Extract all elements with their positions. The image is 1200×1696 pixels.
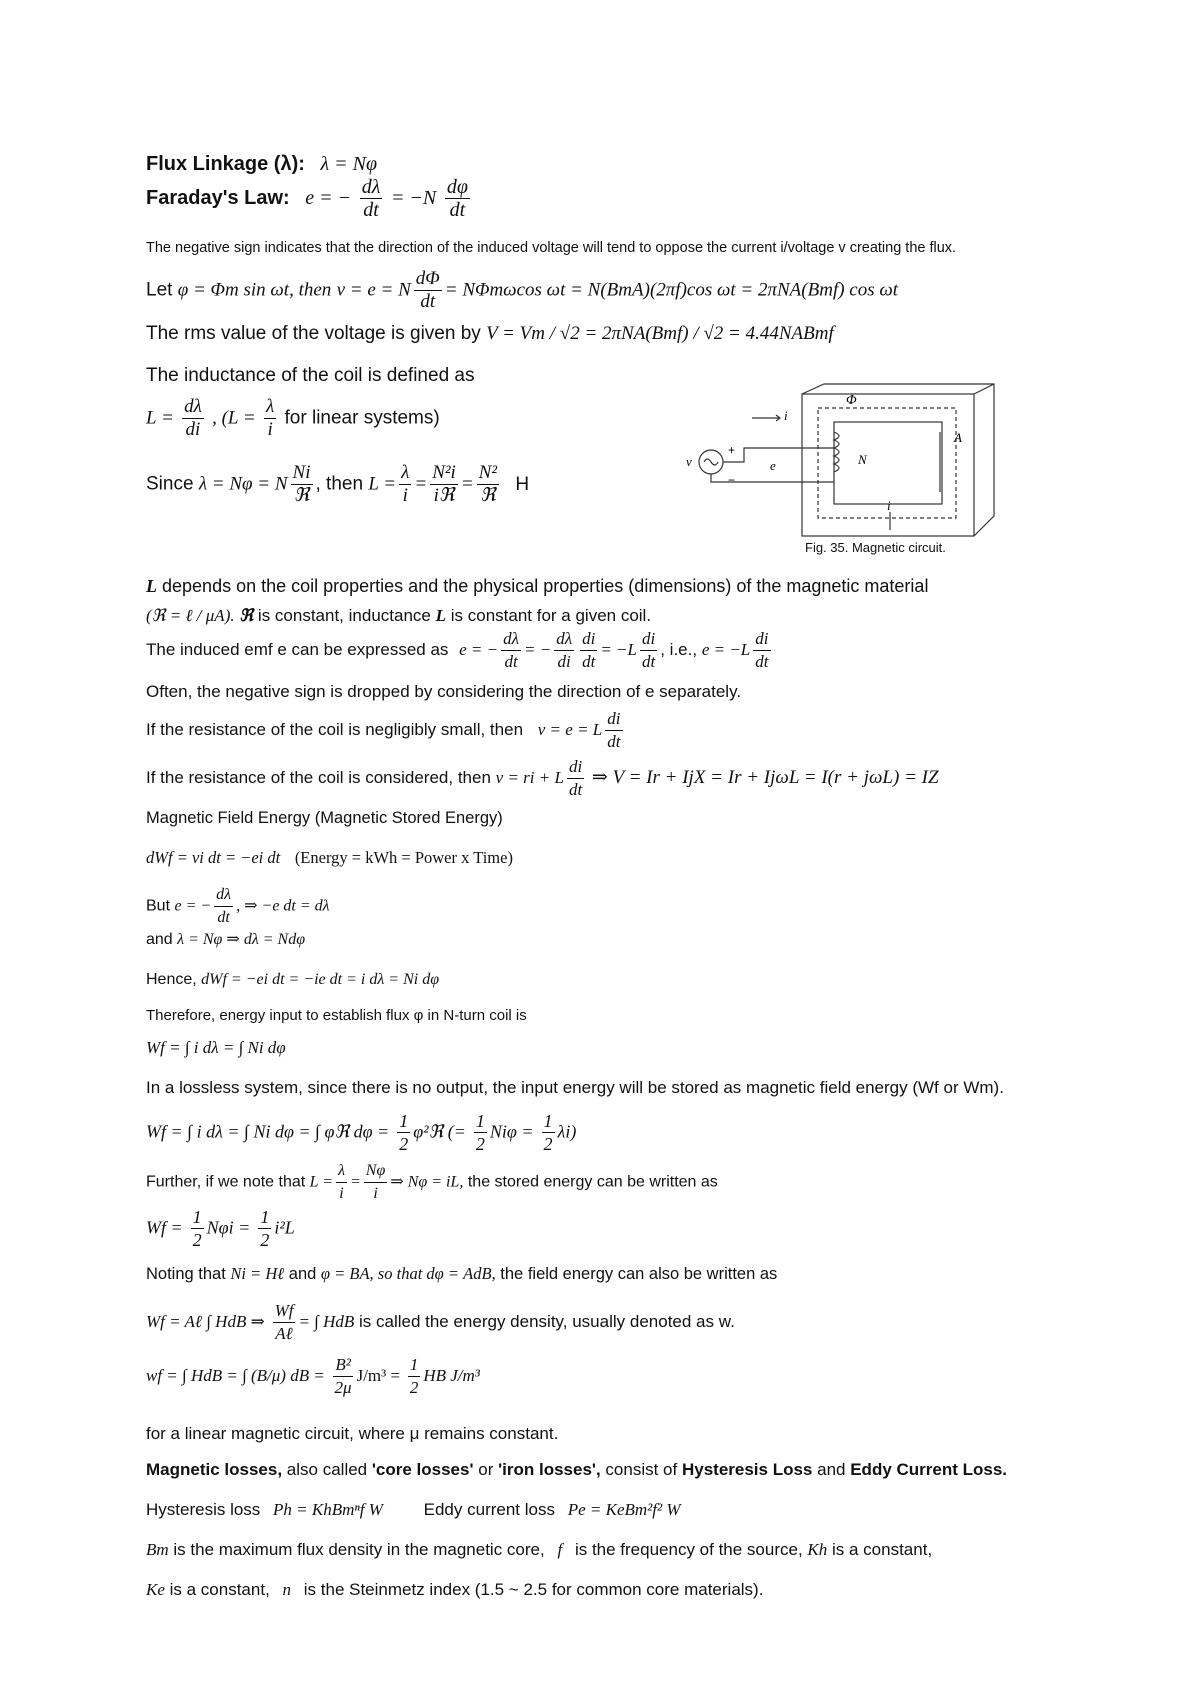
coil-winding <box>834 432 839 472</box>
let-fraction: $\frac{d\Phi}{dt}$ <box>415 268 440 312</box>
losses-line: Magnetic losses, also called 'core losses' or 'iron losses', consist of Hysteresis Loss and Eddy Current Loss. <box>146 1460 1008 1479</box>
since-fraction-2: $\frac{\lambda}{i}$ <box>401 462 410 506</box>
since-word: Since <box>146 473 194 495</box>
dw-line: dWf = vi dt = −ei dt (Energy = kWh = Power x Time) <box>146 848 513 867</box>
faraday-fraction-1: $\frac{d\lambda}{dt}$ <box>361 176 381 221</box>
let-eq-1: φ = Φm sin ωt, then <box>177 279 332 301</box>
depends-line: L depends on the coil properties and the physical properties (dimensions) of the magnetic material <box>146 576 929 596</box>
lossless-line: In a lossless system, since there is no output, the input energy will be stored as magnetic field energy (Wf or Wm). <box>146 1078 1004 1097</box>
inductance-linear-text: for linear systems) <box>284 407 440 429</box>
hence-line: Hence, dWf = −ei dt = −ie dt = i dλ = Ni dφ <box>146 971 440 988</box>
inductance-linear-fraction: $\frac{\lambda}{i}$ <box>266 396 275 440</box>
faraday-line <box>146 176 473 221</box>
core-window <box>834 422 942 504</box>
flux-linkage-line <box>146 152 377 176</box>
wf-density-line: wf = ∫ HdB = ∫ (B/μ) dB = $\frac{\text{B²}}{2\mu}$ J/m³ = $\frac{1}{2}$ HB J/m³ <box>146 1355 480 1397</box>
depends-text: depends on the coil properties and the physical properties (dimensions) of the magnetic material <box>162 576 929 596</box>
energy-density-line: Wf = Aℓ ∫ HdB ⇒ Wf Aℓ = ∫ HdB is called the energy density, usually denoted as w. <box>146 1301 735 1343</box>
but-line: But e = − $\frac{d\lambda}{dt}$ , ⇒ −e dt = dλ <box>146 886 330 926</box>
flux-linkage-equation: λ = Nφ <box>320 153 378 175</box>
ke-line: Ke is a constant, n is the Steinmetz index (1.5 ~ 2.5 for common core materials). <box>146 1580 764 1599</box>
figure-caption: Fig. 35. Magnetic circuit. <box>805 540 946 555</box>
figure-path-label: i <box>887 498 891 513</box>
core-depth <box>802 384 994 536</box>
figure-minus-label: − <box>728 473 736 487</box>
since-fraction-3: N²i iℜ <box>432 462 456 506</box>
since-line: Since λ = Nφ = N Ni ℜ , then L = $\frac{\lambda}{i}$ = N²i iℜ = N² ℜ H <box>146 462 530 506</box>
figure-voltage-label: v <box>686 454 692 469</box>
figure-plus-label: + <box>728 443 736 457</box>
let-eq-2: v = e = N <box>336 279 411 301</box>
figure-emf-label: e <box>770 458 776 473</box>
henry-unit: H <box>515 473 530 495</box>
noting-line: Noting that Ni = Hℓ and φ = BA, so that dφ = AdB, the field energy can also be written as <box>146 1264 778 1283</box>
considered-line: If the resistance of the coil is considered, then v = ri + L $\frac{di}{dt}$ ⇒ V = Ir + IjX = Ir + IjωL = I(r + jωL) = IZ <box>146 757 939 799</box>
negative-sign-note: The negative sign indicates that the direction of the induced voltage will tend to oppose the current i/voltage v creating the flux. <box>146 240 957 256</box>
figure-turns-label: N <box>858 452 867 467</box>
rms-text: The rms value of the voltage is given by <box>146 323 481 344</box>
often-line: Often, the negative sign is dropped by considering the direction of e separately. <box>146 682 742 701</box>
let-eq-3: = NΦmωcos ωt = N(BmA)(2πf)cos ωt = 2πNA(Bmf) cos ωt <box>444 279 899 301</box>
figure-current-label: i <box>784 408 788 423</box>
magnetic-circuit-figure <box>684 382 1004 538</box>
since-fraction-4: N² ℜ <box>478 462 498 506</box>
loss-formulas-line: Hysteresis loss Ph = KhBmⁿf W Eddy current loss Pe = KeBm²f² W <box>146 1500 681 1519</box>
bm-line: Bm is the maximum flux density in the magnetic core, f is the frequency of the source, Kh is a constant, <box>146 1540 933 1559</box>
faraday-fraction-2: $\frac{d\varphi}{dt}$ <box>446 176 468 221</box>
field-energy-heading: Magnetic Field Energy (Magnetic Stored Energy) <box>146 809 503 827</box>
inductance-mid: , (L = <box>212 407 256 429</box>
figure-flux-label: Φ <box>846 393 857 408</box>
let-word: Let <box>146 279 173 301</box>
and-line: and λ = Nφ ⇒ dλ = Ndφ <box>146 931 306 948</box>
flux-linkage-label: Flux Linkage (λ): <box>146 153 305 175</box>
wf-stored-line: Wf = $\frac{1}{2}$ Nφi = $\frac{1}{2}$ i²L <box>146 1207 295 1250</box>
since-eq-1: λ = Nφ = N <box>198 473 288 495</box>
rms-equation: V = Vm / √2 = 2πNA(Bmf) / √2 = 4.44NABmf <box>486 323 834 344</box>
emf-line: The induced emf e can be expressed as e = − $\frac{d\lambda}{dt}$ = − $\frac{d\lambda}{di}$ $\frac{di}{dt}$ = −L $\frac{di}{dt}$ , i.e., e = −L $\frac{di}{dt}$ <box>146 629 769 671</box>
since-eq-2: L = <box>368 473 397 495</box>
faraday-mid: = −N <box>390 186 437 209</box>
inductance-definition: The inductance of the coil is defined as <box>146 365 475 386</box>
further-line: Further, if we note that L = $\frac{\lambda}{i}$ = $\frac{N\varphi}{i}$ ⇒ Nφ = iL, the stored energy can be written as <box>146 1162 718 1202</box>
inductance-line <box>146 396 440 441</box>
core-outline <box>802 394 974 536</box>
wf-integral-line: Wf = ∫ i dλ = ∫ Ni dφ <box>146 1038 286 1057</box>
faraday-label: Faraday's Law: <box>146 186 290 209</box>
let-line <box>146 268 898 313</box>
faraday-lhs: e = − <box>305 186 352 209</box>
reluctance-line: (ℜ = ℓ / μA). ℜ is constant, inductance L is constant for a given coil. <box>146 606 652 625</box>
since-then: , then <box>315 473 364 495</box>
wf-expansion-line: Wf = ∫ i dλ = ∫ Ni dφ = ∫ φℜ dφ = $\frac{1}{2}$ φ²ℜ (= $\frac{1}{2}$ Niφ = $\frac{1}{2}$ λi) <box>146 1111 577 1154</box>
figure-area-label: A <box>954 430 962 445</box>
inductance-fraction: $\frac{d\lambda}{di}$ <box>184 396 202 440</box>
therefore-line: Therefore, energy input to establish flux φ in N-turn coil is <box>146 1007 527 1024</box>
linear-line: for a linear magnetic circuit, where μ remains constant. <box>146 1424 559 1443</box>
since-fraction-1: Ni ℜ <box>292 462 311 506</box>
negligible-line: If the resistance of the coil is negligibly small, then v = e = L $\frac{di}{dt}$ <box>146 709 621 751</box>
rms-line <box>146 322 834 346</box>
inductance-lhs: L = <box>146 407 174 429</box>
